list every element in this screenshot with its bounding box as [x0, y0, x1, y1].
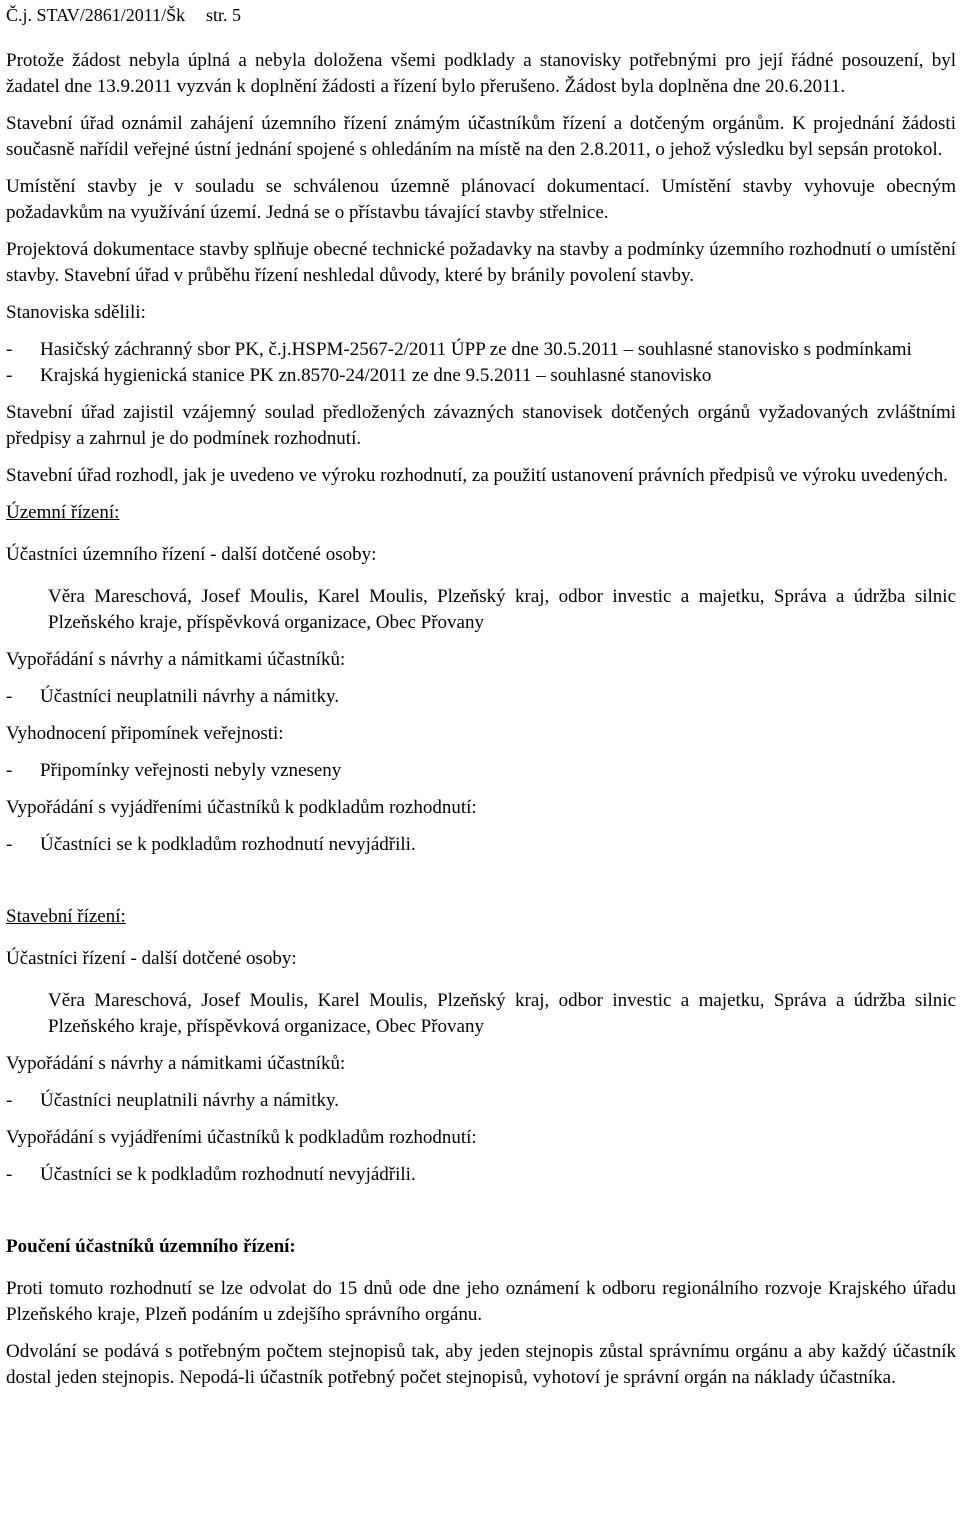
- paragraph-appeal-deadline: Proti tomuto rozhodnutí se lze odvolat do 15 dnů ode dne jeho oznámení k odboru regionálního rozvoje Krajského úřadu Plzeňského kraje, Plzeň podáním u zdejšího správního orgánu.: [6, 1278, 956, 1325]
- paragraph-request-incomplete: Protože žádost nebyla úplná a nebyla doložena všemi podklady a stanovisky potřebnými pro její řádné posouzení, byl žadatel dne 13.9.2011 vyzván k doplnění žádosti a řízení bylo přerušeno. Žádost byla doplněna dne 20.6.2011.: [6, 50, 956, 97]
- building-participants-label: Účastníci řízení - další dotčené osoby:: [6, 948, 297, 969]
- document-page: [6, 4, 956, 1391]
- section-heading-instruction: Poučení účastníků územního řízení:: [6, 1236, 296, 1257]
- dash-bullet: -: [6, 686, 13, 707]
- territorial-proposals-label: Vypořádání s návrhy a námitkami účastníků:: [6, 649, 346, 670]
- paragraph-project-documentation: Projektová dokumentace stavby splňuje obecné technické požadavky na stavby a podmínky územního rozhodnutí o umístění stavby. Stavební úřad v průběhu řízení neshledal důvody, které by bránily povolení stavby.: [6, 239, 956, 286]
- list-item: [6, 758, 956, 784]
- building-documents-item: Účastníci se k podkladům rozhodnutí nevyjádřili.: [40, 1164, 416, 1185]
- section-heading-territorial: Územní řízení:: [6, 502, 120, 523]
- territorial-documents-label: Vypořádání s vyjádřeními účastníků k podkladům rozhodnutí:: [6, 797, 477, 818]
- dash-bullet: -: [6, 834, 13, 855]
- paragraph-decision-basis: Stavební úřad rozhodl, jak je uvedeno ve výroku rozhodnutí, za použití ustanovení právních předpisů ve výroku uvedených.: [6, 465, 948, 486]
- building-participants: Věra Mareschová, Josef Moulis, Karel Moulis, Plzeňský kraj, odbor investic a majetku, Správa a údržba silnic Plzeňského kraje, příspěvková organizace, Obec Přovany: [48, 990, 956, 1037]
- list-item: [6, 337, 956, 363]
- list-item: [6, 363, 956, 389]
- paragraph-opinions-label: Stanoviska sdělili:: [6, 302, 146, 323]
- public-comments-label: Vyhodnocení připomínek veřejnosti:: [6, 723, 284, 744]
- opinion-fire-rescue: Hasičský záchranný sbor PK, č.j.HSPM-2567-2/2011 ÚPP ze dne 30.5.2011 – souhlasné stanovisko s podmínkami: [40, 339, 912, 360]
- reference-number: Č.j. STAV/2861/2011/Šk: [6, 5, 186, 25]
- building-proposals-label: Vypořádání s návrhy a námitkami účastníků:: [6, 1053, 346, 1074]
- dash-bullet: -: [6, 1164, 13, 1185]
- building-documents-label: Vypořádání s vyjádřeními účastníků k podkladům rozhodnutí:: [6, 1127, 477, 1148]
- list-item: [6, 684, 956, 710]
- section-heading-building: Stavební řízení:: [6, 906, 126, 927]
- dash-bullet: -: [6, 365, 13, 386]
- list-item: [6, 1088, 956, 1114]
- paragraph-binding-opinions: Stavební úřad zajistil vzájemný soulad předložených závazných stanovisek dotčených orgánů vyžadovaných zvláštními předpisy a zahrnul je do podmínek rozhodnutí.: [6, 402, 956, 449]
- dash-bullet: -: [6, 760, 13, 781]
- list-item: [6, 832, 956, 858]
- opinion-hygiene-station: Krajská hygienická stanice PK zn.8570-24/2011 ze dne 9.5.2011 – souhlasné stanovisko: [40, 365, 712, 386]
- dash-bullet: -: [6, 1090, 13, 1111]
- page-number: str. 5: [206, 5, 242, 25]
- opinions-list: [6, 337, 956, 389]
- territorial-participants: Věra Mareschová, Josef Moulis, Karel Moulis, Plzeňský kraj, odbor investic a majetku, Správa a údržba silnic Plzeňského kraje, příspěvková organizace, Obec Přovany: [48, 586, 956, 633]
- territorial-proposals-item: Účastníci neuplatnili návrhy a námitky.: [40, 686, 339, 707]
- paragraph-proceedings-notice: Stavební úřad oznámil zahájení územního řízení známým účastníkům řízení a dotčeným orgánům. K projednání žádosti současně nařídil veřejné ústní jednání spojené s ohledáním na místě na den 2.8.2011, o jehož výsledku byl sepsán protokol.: [6, 113, 956, 160]
- territorial-documents-item: Účastníci se k podkladům rozhodnutí nevyjádřili.: [40, 834, 416, 855]
- territorial-participants-label: Účastníci územního řízení - další dotčené osoby:: [6, 544, 377, 565]
- page-header: [6, 4, 956, 28]
- dash-bullet: -: [6, 339, 13, 360]
- building-proposals-item: Účastníci neuplatnili návrhy a námitky.: [40, 1090, 339, 1111]
- list-item: [6, 1162, 956, 1188]
- public-comments-item: Připomínky veřejnosti nebyly vzneseny: [40, 760, 342, 781]
- paragraph-placement-compliance: Umístění stavby je v souladu se schválenou územně plánovací dokumentací. Umístění stavby vyhovuje obecným požadavkům na využívání území. Jedná se o přístavbu távající stavby střelnice.: [6, 176, 956, 223]
- paragraph-appeal-copies: Odvolání se podává s potřebným počtem stejnopisů tak, aby jeden stejnopis zůstal správnímu orgánu a aby každý účastník dostal jeden stejnopis. Nepodá-li účastník potřebný počet stejnopisů, vyhotoví je správní orgán na náklady účastníka.: [6, 1341, 956, 1388]
